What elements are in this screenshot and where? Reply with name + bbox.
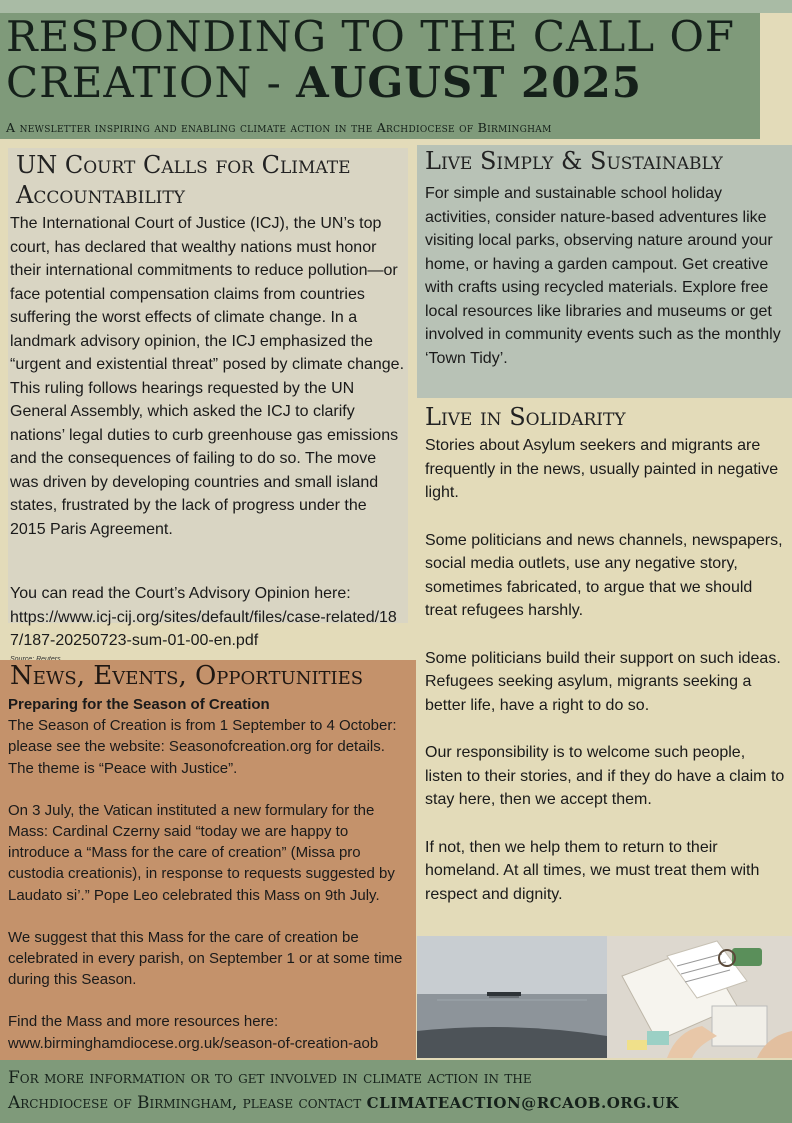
contact-email-link[interactable]: CLIMATEACTION@RCAOB.ORG.UK [366,1094,679,1112]
lake-boat-illustration [417,936,607,1058]
court-heading: UN Court Calls for Climate Accountability [16,151,351,209]
solidarity-paragraph: Stories about Asylum seekers and migrants are frequently in the news, usually painted in negative light. [425,437,779,501]
news-heading: News, Events, Opportunities [10,661,364,691]
solidarity-article [425,434,785,930]
solidarity-paragraph: Some politicians build their support on such ideas. Refugees seeking asylum, migrants seeking a better life, have a right to do so. [425,649,781,714]
footer-line-2: Archdiocese of Birmingham, please contact [8,1093,362,1113]
court-link-block [10,582,406,653]
simply-heading: Live Simply & Sustainably [425,147,723,175]
title-date: AUGUST 2025 [296,58,642,107]
news-paragraph: Find the Mass and more resources here: www.birminghamdiocese.org.uk/season-of-creation-aob [8,1013,379,1052]
lake-boat-photo [417,936,607,1058]
page-title [6,14,766,106]
court-article [10,212,406,541]
title-line-2: CREATION - [6,58,297,107]
court-paragraph: This ruling follows hearings requested by the UN General Assembly, which asked the ICJ to clarify nations’ legal duties to curb greenhouse gas emissions and the consequences of failing to do so. The move was driven by developing countries and small island states, frustrated by the lack of progress under the 2015 Paris Agreement. [10,379,399,538]
news-subheading: Preparing for the Season of Creation [8,696,270,713]
court-link-intro: You can read the Court’s Advisory Opinion here: [10,585,351,602]
page-subtitle: A newsletter inspiring and enabling climate action in the Archdiocese of Birmingham [6,120,552,135]
news-paragraph: The Season of Creation is from 1 September to 4 October: please see the website: Seasonofcreation.org for details. The theme is “Peace with Justice”. [8,717,397,777]
solidarity-paragraph: Our responsibility is to welcome such people, listen to their stories, and if they do have a claim to stay here, then we accept them. [425,744,785,808]
court-link[interactable]: https://www.icj-cij.org/sites/default/files/case-related/187/187-20250723-sum-01-00-en.pdf [10,608,397,649]
news-paragraph: On 3 July, the Vatican instituted a new formulary for the Mass: Cardinal Czerny said “today we are happy to introduce a “Mass for the care of creation” (Missa pro custodia creationis), in response to requests suggested by Laudato si’.” Pope Leo celebrated this Mass on 9th July. [8,801,395,904]
solidarity-paragraph: Some politicians and news channels, newspapers, social media outlets, use any negative story, sometimes fabricated, to argue that we should treat refugees harshly. [425,531,783,619]
desk-study-photo [607,936,792,1058]
desk-study-illustration [607,936,792,1058]
title-line-1: RESPONDING TO THE CALL OF [6,12,736,61]
news-article [8,694,410,1054]
solidarity-paragraph: If not, then we help them to return to their homeland. At all times, we must treat them with respect and dignity. [425,838,760,903]
footer-line-1: For more information or to get involved in climate action in the [8,1068,532,1088]
simply-article: For simple and sustainable school holiday activities, consider nature-based adventures like visiting local parks, observing nature around your home, or having a garden campout. Get creative with crafts using recycled materials. Explore free local resources like libraries and museums or get involved in community events such as the monthly ‘Town Tidy’. [425,185,781,367]
court-paragraph: The International Court of Justice (ICJ), the UN’s top court, has declared that wealthy nations must honor their international commitments to reduce pollution—or face potential compensation claims from countries suffering the worst effects of climate change. In a landmark advisory opinion, the ICJ emphasized the “urgent and existential threat” posed by climate change. [10,215,405,373]
solidarity-heading: Live in Solidarity [425,403,626,431]
footer-contact [8,1066,788,1116]
news-paragraph: We suggest that this Mass for the care of creation be celebrated in every parish, on September 1 or at some time during this Season. [8,928,403,989]
